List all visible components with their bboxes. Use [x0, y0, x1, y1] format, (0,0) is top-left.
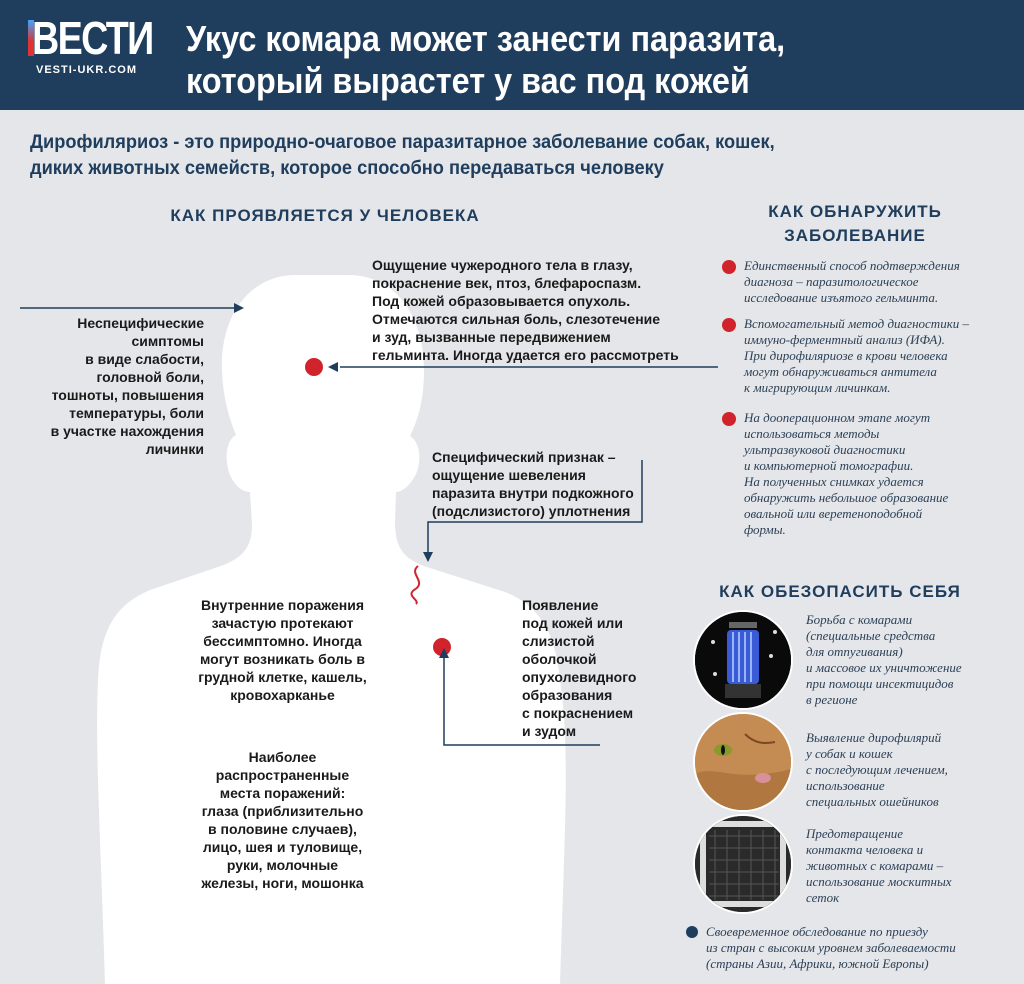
- nonspecific-line: температуры, боли: [69, 405, 204, 421]
- common-line: лицо, шея и туловище,: [202, 839, 363, 855]
- internal-line: кровохарканье: [230, 687, 335, 703]
- detect-heading-line: КАК ОБНАРУЖИТЬ: [768, 202, 942, 221]
- nonspecific-line: личинки: [145, 441, 204, 457]
- common-line: руки, молочные: [226, 857, 339, 873]
- bullet-icon: [722, 412, 736, 426]
- internal-line: Внутренние поражения: [200, 597, 365, 613]
- intro-line-2: диких животных семейств, которое способно передаваться человеку: [30, 158, 664, 179]
- protect-bottom-line: из стран с высоким уровнем заболеваемости: [706, 940, 956, 955]
- protect-line: животных с комарами –: [806, 858, 944, 873]
- nonspecific-line: головной боли,: [96, 369, 204, 385]
- protect-line: использование москитных: [806, 874, 952, 889]
- detect-line: диагноза – паразитологическое: [744, 274, 919, 289]
- detect-line: использоваться методы: [744, 426, 880, 441]
- lump-line: образования: [522, 687, 613, 703]
- protect-heading: КАК ОБЕЗОПАСИТЬ СЕБЯ: [719, 582, 961, 601]
- bullet-icon: [686, 926, 698, 938]
- protect-line: специальных ошейников: [806, 794, 939, 809]
- protect-line: Предотвращение: [806, 826, 904, 841]
- protect-bottom-line: (страны Азии, Африки, южной Европы): [706, 956, 929, 971]
- lump-appearance-text: [522, 596, 662, 740]
- eye-line: покраснение век, птоз, блефароспазм.: [372, 275, 642, 291]
- bullet-icon: [722, 318, 736, 332]
- intro-line-1: Дирофиляриоз - это природно-очаговое паразитарное заболевание собак, кошек,: [30, 132, 775, 153]
- protect-bottom-item: [706, 924, 1021, 972]
- specific-line: Специфический признак –: [432, 449, 616, 465]
- specific-line: ощущение шевеления: [432, 467, 586, 483]
- symptoms-heading: КАК ПРОЯВЛЯЕТСЯ У ЧЕЛОВЕКА: [170, 206, 480, 225]
- protect-item-1: [806, 612, 1021, 708]
- eye-line: Отмечаются сильная боль, слезотечение: [372, 311, 661, 327]
- internal-lesions-text: [170, 596, 395, 704]
- window-net-image: [693, 814, 793, 914]
- protect-line: сеток: [806, 890, 840, 905]
- protect-bottom-line: Своевременное обследование по приезду: [706, 924, 928, 939]
- protect-line: и массовое их уничтожение: [806, 660, 962, 675]
- common-line: глаза (приблизительно: [201, 803, 364, 819]
- detect-line: овальной или веретеноподобной: [744, 506, 923, 521]
- detect-heading-line: ЗАБОЛЕВАНИЕ: [784, 226, 926, 245]
- nonspecific-line: Неспецифические: [77, 315, 204, 331]
- detect-line: ультразвуковой диагностики: [744, 442, 906, 457]
- detect-line: могут обнаруживаться антитела: [744, 364, 937, 379]
- eye-line: Ощущение чужеродного тела в глазу,: [372, 257, 633, 273]
- detect-item-3: [744, 410, 1019, 538]
- internal-line: грудной клетке, кашель,: [198, 669, 367, 685]
- specific-symptom-text: [432, 448, 672, 520]
- protect-line: в регионе: [806, 692, 858, 707]
- lump-line: Появление: [522, 597, 599, 613]
- cat-icon: [695, 714, 791, 810]
- detect-line: Единственный способ подтверждения: [744, 258, 960, 273]
- internal-line: бессимптомно. Иногда: [203, 633, 362, 649]
- internal-line: могут возникать боль в: [199, 651, 366, 667]
- lump-line: слизистой: [522, 633, 595, 649]
- protect-line: Выявление дирофилярий: [806, 730, 942, 745]
- protect-line: (специальные средства: [806, 628, 936, 643]
- detect-line: Вспомогательный метод диагностики –: [744, 316, 970, 331]
- detect-line: На дооперационном этапе могут: [744, 410, 931, 425]
- bullet-icon: [722, 260, 736, 274]
- nonspecific-line: в участке нахождения: [50, 423, 204, 439]
- protect-line: использование: [806, 778, 885, 793]
- protect-line: для отпугивания): [806, 644, 903, 659]
- detect-line: формы.: [744, 522, 786, 537]
- cat-image: [693, 712, 793, 812]
- lamp-image: [693, 610, 793, 710]
- protect-item-3: [806, 826, 1021, 906]
- detect-item-2: [744, 316, 1019, 396]
- common-line: Наиболее: [248, 749, 317, 765]
- nonspecific-line: симптомы: [131, 333, 204, 349]
- detect-line: к мигрирующим личинкам.: [744, 380, 891, 395]
- nonspecific-line: в виде слабости,: [85, 351, 204, 367]
- detect-line: и компьютерной томографии.: [744, 458, 914, 473]
- detect-line: На полученных снимках удается: [744, 474, 924, 489]
- common-line: места поражений:: [219, 785, 346, 801]
- detect-line: исследование изъятого гельминта.: [744, 290, 939, 305]
- lump-line: с покраснением: [522, 705, 634, 721]
- common-line: распространенные: [215, 767, 350, 783]
- eye-line: Под кожей образовывается опухоль.: [372, 293, 631, 309]
- lamp-icon: [695, 612, 791, 708]
- lump-line: оболочкой: [522, 651, 597, 667]
- nonspecific-line: тошноты, повышения: [51, 387, 204, 403]
- common-locations-text: [170, 748, 395, 892]
- eye-line: и зуд, вызванные передвижением: [372, 329, 611, 345]
- title-line-1: Укус комара может занести паразита,: [186, 18, 786, 59]
- internal-line: зачастую протекают: [211, 615, 354, 631]
- lump-line: опухолевидного: [522, 669, 637, 685]
- protect-line: с последующим лечением,: [806, 762, 948, 777]
- protect-line: Борьба с комарами: [806, 612, 913, 627]
- detect-line: При дирофиляриозе в крови человека: [744, 348, 948, 363]
- specific-line: паразита внутри подкожного: [432, 485, 634, 501]
- detect-line: обнаружить небольшое образование: [744, 490, 949, 505]
- net-icon: [695, 816, 791, 912]
- protect-line: контакта человека и: [806, 842, 924, 857]
- detect-item-1: [744, 258, 1014, 306]
- logo-text: ВЕСТИ: [32, 12, 153, 64]
- title-line-2: который вырастет у вас под кожей: [186, 60, 750, 101]
- logo-site: VESTI-UKR.COM: [36, 64, 137, 76]
- protect-line: у собак и кошек: [806, 746, 893, 761]
- detect-line: иммуно-ферментный анализ (ИФА).: [744, 332, 945, 347]
- eye-line: гельминта. Иногда удается его рассмотреть: [372, 347, 679, 363]
- common-line: железы, ноги, мошонка: [201, 875, 364, 891]
- common-line: в половине случаев),: [208, 821, 357, 837]
- protect-line: при помощи инсектицидов: [806, 676, 954, 691]
- protect-item-2: [806, 730, 1021, 810]
- specific-line: (подслизистого) уплотнения: [432, 503, 631, 519]
- eye-symptoms-text: [372, 256, 732, 364]
- detect-heading: [740, 200, 970, 248]
- lump-line: и зудом: [522, 723, 577, 739]
- nonspecific-symptoms-text: [20, 314, 204, 458]
- lump-line: под кожей или: [522, 615, 623, 631]
